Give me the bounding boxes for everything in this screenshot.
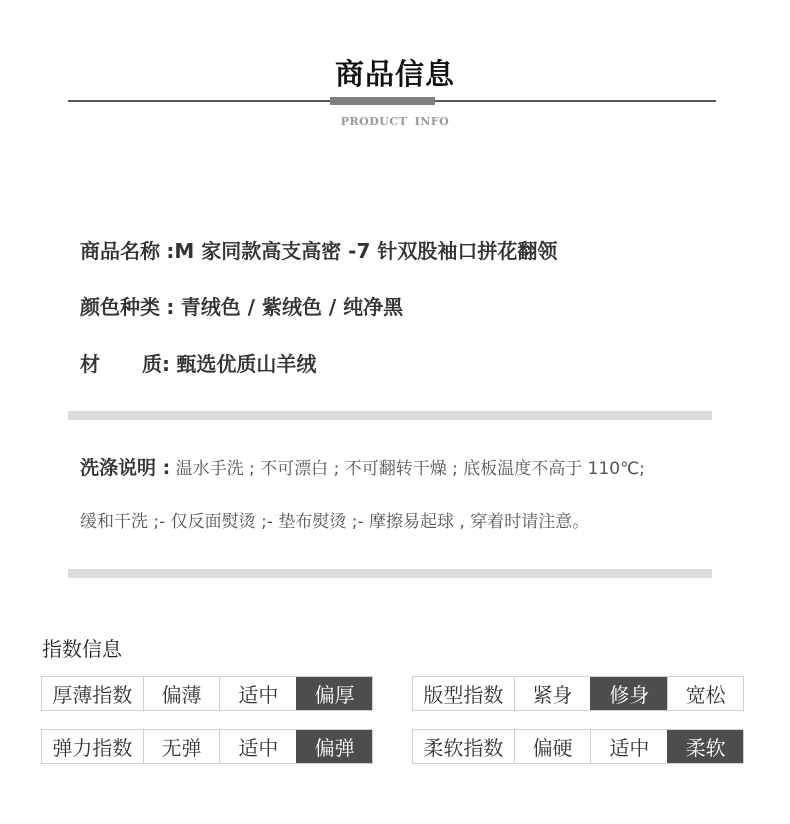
spec-separator: :: [166, 239, 175, 263]
spec-row-material: [80, 348, 316, 377]
section-divider: [68, 569, 712, 578]
index-table-fit: [412, 676, 744, 711]
index-option: 适中: [219, 730, 296, 763]
page-title: 商品信息: [334, 57, 455, 91]
spec-value: 甄选优质山羊绒: [176, 352, 317, 376]
index-name: 厚薄指数: [42, 677, 143, 710]
index-option: 适中: [219, 677, 296, 710]
index-section-title: 指数信息: [42, 637, 122, 661]
washing-instructions-line-2: [80, 507, 589, 532]
spec-row-product-name: [80, 235, 557, 264]
washing-label: 洗涤说明 :: [80, 457, 171, 479]
spec-value: 青绒色 / 紫绒色 / 纯净黑: [180, 295, 404, 319]
spec-separator: :: [162, 352, 170, 376]
spec-label: 材: [80, 352, 100, 376]
index-name: 版型指数: [413, 677, 514, 710]
section-divider: [68, 411, 712, 420]
spec-row-colors: [80, 291, 403, 320]
index-option: 偏薄: [143, 677, 220, 710]
washing-text: 缓和干洗 ;- 仅反面熨烫 ;- 垫布熨烫 ;- 摩擦易起球 , 穿着时请注意。: [80, 512, 590, 532]
header-accent-bar: [330, 97, 435, 105]
index-table-elasticity: [41, 729, 373, 764]
washing-text: 温水手洗 ; 不可漂白 ; 不可翻转干燥 ; 底板温度不高于 110℃;: [175, 459, 645, 479]
washing-instructions-line-1: [80, 453, 645, 480]
spec-label: 颜色种类: [80, 295, 160, 319]
index-option: 修身: [590, 677, 667, 710]
index-option: 紧身: [514, 677, 591, 710]
index-option: 无弹: [143, 730, 220, 763]
index-option: 宽松: [667, 677, 743, 710]
index-option: 柔软: [667, 730, 743, 763]
index-option: 偏厚: [296, 677, 372, 710]
index-option: 偏硬: [514, 730, 591, 763]
spec-value: M 家同款高支高密 -7 针双股袖口拼花翻领: [174, 239, 558, 263]
spec-separator: :: [166, 295, 175, 319]
index-name: 柔软指数: [413, 730, 514, 763]
index-table-thickness: [41, 676, 373, 711]
index-table-softness: [412, 729, 744, 764]
spec-label: 质: [142, 352, 162, 376]
spec-label: 商品名称: [80, 239, 160, 263]
page-subtitle: PRODUCT INFO: [340, 115, 450, 128]
index-name: 弹力指数: [42, 730, 143, 763]
index-option: 适中: [590, 730, 667, 763]
index-option: 偏弹: [296, 730, 372, 763]
